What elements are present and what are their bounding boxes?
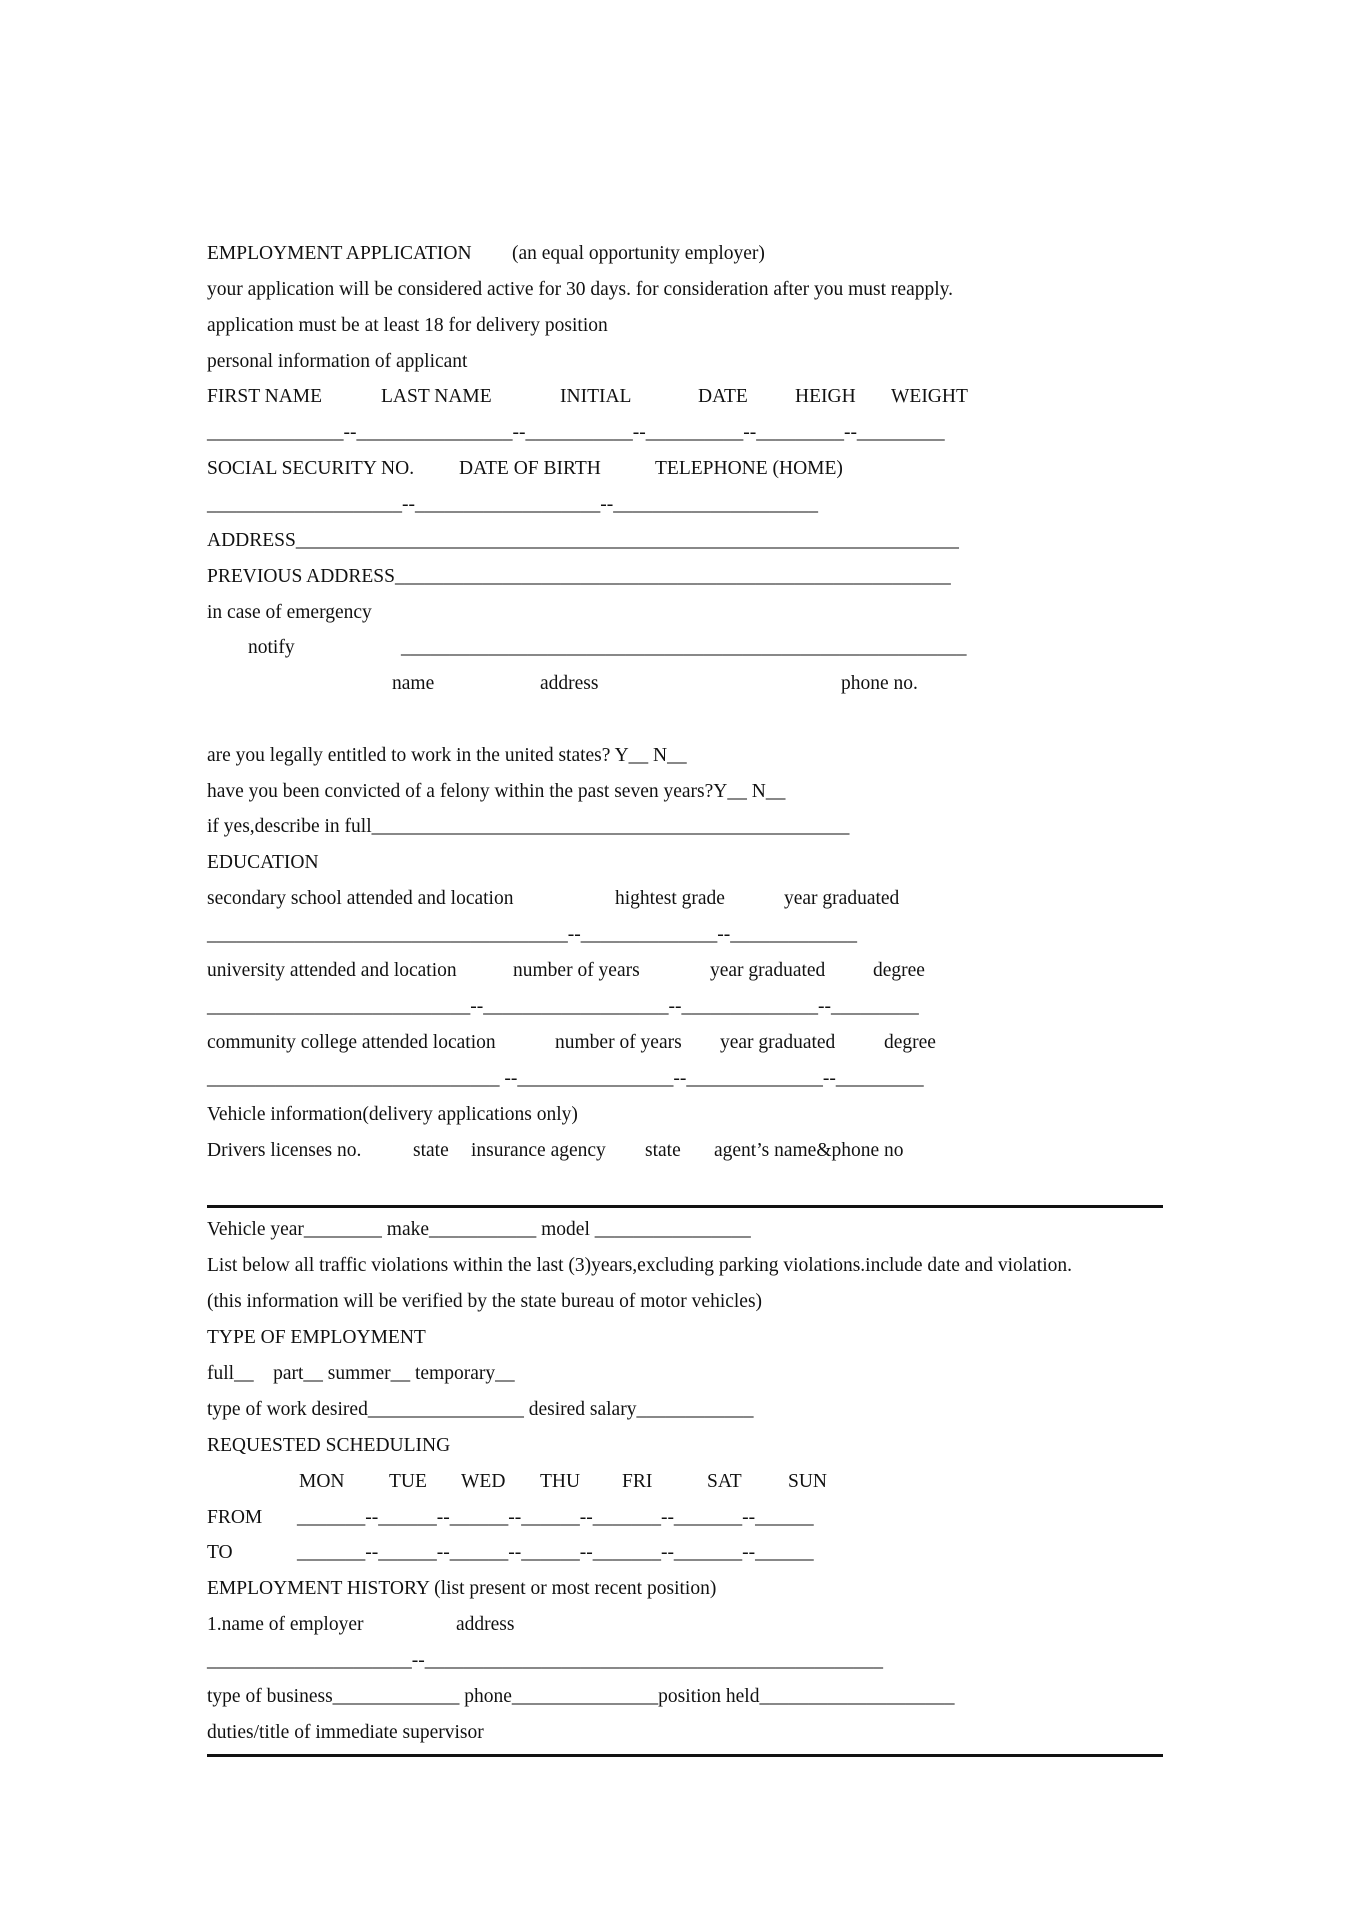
secondary-school-label: secondary school attended and location: [207, 888, 514, 909]
dob-label: DATE OF BIRTH: [459, 458, 601, 479]
section-divider: [207, 1205, 1163, 1208]
employer-address-label: address: [456, 1614, 515, 1635]
date-label: DATE: [698, 386, 748, 407]
education-heading: EDUCATION: [207, 852, 319, 873]
personal-info-heading: personal information of applicant: [207, 351, 468, 372]
day-thu: THU: [540, 1471, 581, 1492]
bottom-divider: [207, 1754, 1163, 1757]
secondary-blanks[interactable]: _____________________________________--______________--_____________: [207, 924, 857, 945]
secondary-year-label: year graduated: [784, 888, 900, 909]
first-name-label: FIRST NAME: [207, 386, 323, 407]
verification-note: (this information will be verified by the state bureau of motor vehicles): [207, 1291, 763, 1312]
vehicle-year-make-model[interactable]: Vehicle year________ make___________ model ________________: [207, 1219, 751, 1240]
supervisor-duties-label: duties/title of immediate supervisor: [207, 1722, 484, 1743]
employment-type-options[interactable]: full__ part__ summer__ temporary__: [207, 1363, 515, 1384]
name-row-blanks[interactable]: ______________--________________--___________--__________--_________--_________: [207, 422, 945, 443]
insurance-state-label: state: [645, 1140, 681, 1161]
work-salary-field[interactable]: type of work desired________________ desired salary____________: [207, 1399, 754, 1420]
height-label: HEIGH: [795, 386, 856, 407]
community-year-label: year graduated: [720, 1032, 836, 1053]
vehicle-heading: Vehicle information(delivery applications only): [207, 1104, 578, 1125]
weight-label: WEIGHT: [891, 386, 968, 407]
initial-label: INITIAL: [560, 386, 632, 407]
employer-blanks[interactable]: _____________________--_______________________________________________: [207, 1650, 883, 1671]
license-state-label: state: [413, 1140, 449, 1161]
emergency-heading: in case of emergency: [207, 602, 372, 623]
day-tue: TUE: [389, 1471, 427, 1492]
insurance-agency-label: insurance agency: [471, 1140, 606, 1161]
intro-age-text: application must be at least 18 for delivery position: [207, 315, 608, 336]
emergency-address-caption: address: [540, 673, 599, 694]
to-blanks[interactable]: _______--______--______--______--_______--_______--______: [297, 1542, 814, 1563]
from-label: FROM: [207, 1507, 263, 1528]
telephone-label: TELEPHONE (HOME): [655, 458, 843, 479]
university-years-label: number of years: [513, 960, 640, 981]
day-sat: SAT: [707, 1471, 742, 1492]
to-label: TO: [207, 1542, 233, 1563]
emergency-phone-caption: phone no.: [841, 673, 918, 694]
highest-grade-label: hightest grade: [615, 888, 725, 909]
day-sun: SUN: [788, 1471, 828, 1492]
university-blanks[interactable]: ___________________________--___________________--______________--_________: [207, 996, 919, 1017]
last-name-label: LAST NAME: [381, 386, 492, 407]
university-label: university attended and location: [207, 960, 457, 981]
university-degree-label: degree: [873, 960, 925, 981]
from-blanks[interactable]: _______--______--______--______--_______--_______--______: [297, 1507, 814, 1528]
community-blanks[interactable]: ______________________________ --________________--______________--_________: [207, 1068, 924, 1089]
agent-label: agent’s name&phone no: [714, 1140, 904, 1161]
notify-label: notify: [248, 637, 295, 658]
legal-question[interactable]: are you legally entitled to work in the united states? Y__ N__: [207, 745, 687, 766]
emergency-contact-field[interactable]: __________________________________________________________: [401, 637, 967, 658]
ssn-label: SOCIAL SECURITY NO.: [207, 458, 415, 479]
intro-active-text: your application will be considered active for 30 days. for consideration after you must reapply.: [207, 279, 953, 300]
university-year-label: year graduated: [710, 960, 826, 981]
community-years-label: number of years: [555, 1032, 682, 1053]
community-college-label: community college attended location: [207, 1032, 496, 1053]
day-wed: WED: [461, 1471, 506, 1492]
day-fri: FRI: [622, 1471, 653, 1492]
drivers-license-label: Drivers licenses no.: [207, 1140, 362, 1161]
employment-type-heading: TYPE OF EMPLOYMENT: [207, 1327, 426, 1348]
day-mon: MON: [299, 1471, 345, 1492]
community-degree-label: degree: [884, 1032, 936, 1053]
employment-history-heading: EMPLOYMENT HISTORY (list present or most recent position): [207, 1578, 717, 1599]
scheduling-heading: REQUESTED SCHEDULING: [207, 1435, 451, 1456]
emergency-name-caption: name: [392, 673, 435, 694]
employer-name-label: 1.name of employer: [207, 1614, 364, 1635]
id-row-blanks[interactable]: ____________________--___________________--_____________________: [207, 494, 818, 515]
violations-instruction: List below all traffic violations within the last (3)years,excluding parking violations.include date and violation.: [207, 1255, 1073, 1276]
address-field[interactable]: ADDRESS____________________________________________________________________: [207, 530, 959, 551]
business-phone-position-field[interactable]: type of business_____________ phone_______________position held____________________: [207, 1686, 955, 1707]
form-title: EMPLOYMENT APPLICATION: [207, 243, 472, 264]
felony-detail-field[interactable]: if yes,describe in full_________________________________________________: [207, 816, 850, 837]
form-title-note: (an equal opportunity employer): [512, 243, 765, 264]
previous-address-field[interactable]: PREVIOUS ADDRESS_________________________________________________________: [207, 566, 951, 587]
felony-question[interactable]: have you been convicted of a felony within the past seven years?Y__ N__: [207, 781, 786, 802]
